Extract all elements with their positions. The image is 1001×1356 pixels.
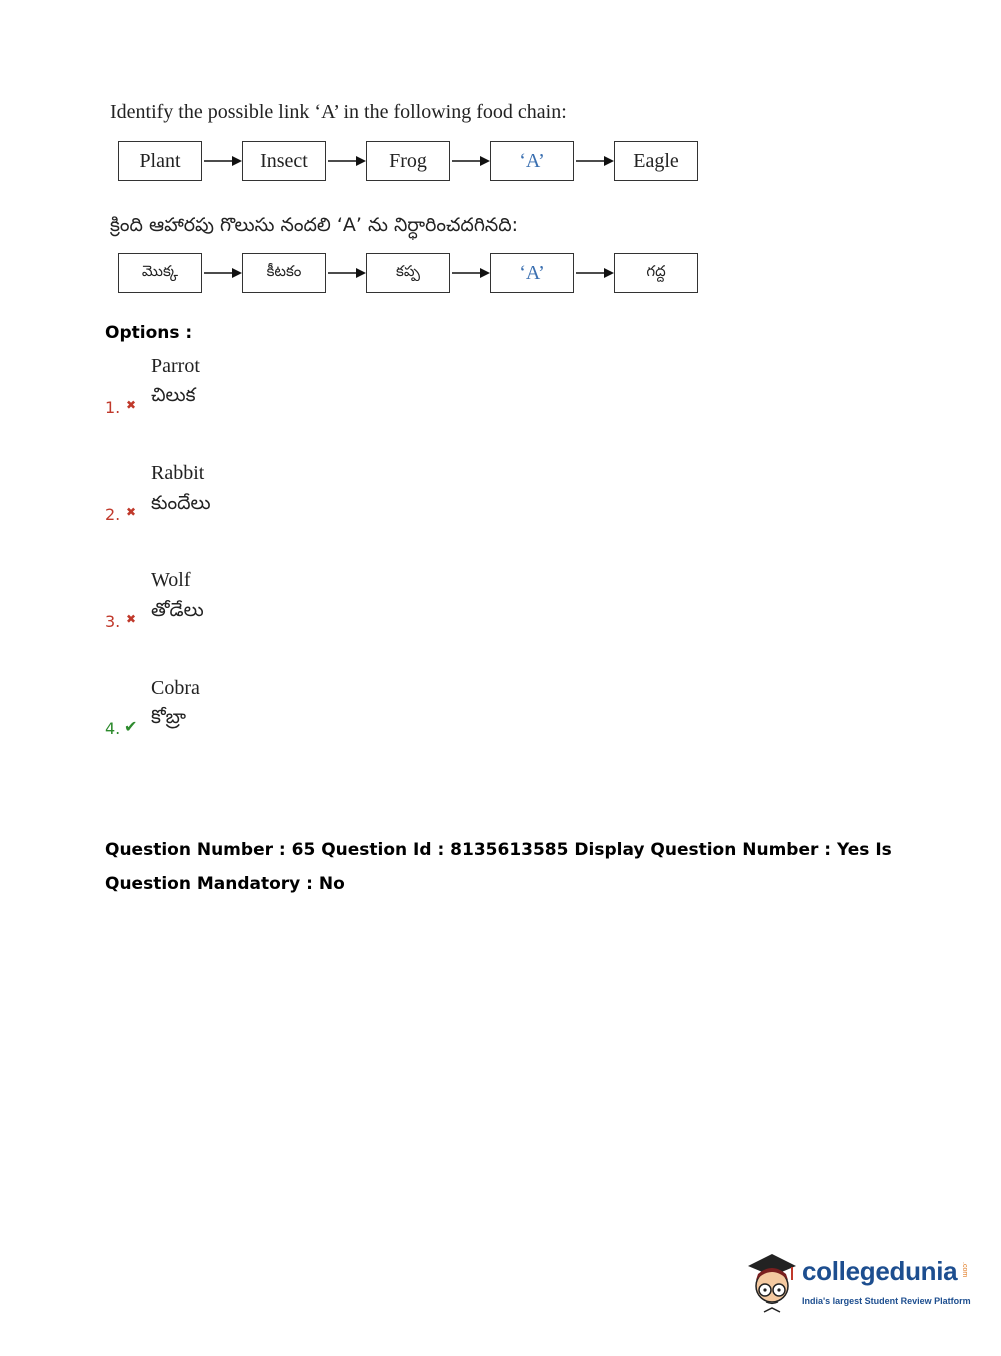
chain-box-frog-te: కప్ప: [366, 253, 450, 293]
collegedunia-logo: [742, 1250, 972, 1320]
brand-suffix: .com: [961, 1262, 968, 1278]
arrow-icon: [202, 141, 242, 181]
option-3-number: 3.: [105, 612, 121, 631]
option-3-telugu: తోడేలు: [151, 599, 204, 621]
arrow-icon: [450, 141, 490, 181]
option-1-number: 1.: [105, 398, 121, 417]
chain-box-plant: Plant: [118, 141, 202, 181]
option-2-number: 2.: [105, 505, 121, 524]
check-icon: ✔: [124, 717, 138, 736]
brand-name: collegedunia: [802, 1256, 958, 1286]
chain-box-a: ‘A’: [490, 141, 574, 181]
chain-box-eagle: Eagle: [614, 141, 698, 181]
cross-icon: ✖: [126, 505, 137, 519]
question-text-english: Identify the possible link ‘A’ in the following food chain:: [110, 101, 567, 123]
food-chain-english: [118, 141, 700, 185]
arrow-icon: [202, 253, 242, 293]
arrow-icon: [450, 253, 490, 293]
option-4-number: 4.: [105, 719, 121, 738]
option-3-english: Wolf: [151, 569, 191, 591]
options-heading: Options :: [105, 323, 193, 343]
option-2-english: Rabbit: [151, 462, 205, 484]
question-meta: Question Number : 65 Question Id : 8135613585 Display Question Number : Yes Is Question Mandatory : No: [105, 840, 892, 894]
mascot-icon: [742, 1250, 802, 1320]
option-4-english: Cobra: [151, 677, 200, 699]
chain-box-frog: Frog: [366, 141, 450, 181]
arrow-icon: [326, 253, 366, 293]
arrow-icon: [326, 141, 366, 181]
option-2-telugu: కుందేలు: [151, 492, 211, 514]
food-chain-telugu: [118, 253, 700, 297]
chain-box-insect: Insect: [242, 141, 326, 181]
arrow-icon: [574, 141, 614, 181]
cross-icon: ✖: [126, 398, 137, 412]
chain-box-insect-te: కీటకం: [242, 253, 326, 293]
option-4-telugu: కోబ్రా: [151, 706, 187, 728]
chain-box-a-te: ‘A’: [490, 253, 574, 293]
chain-box-eagle-te: గద్ద: [614, 253, 698, 293]
question-text-telugu: క్రింది ఆహారపు గొలుసు నందలి ‘A’ ను నిర్ధారించదగినది:: [110, 214, 519, 236]
cross-icon: ✖: [126, 612, 137, 626]
arrow-icon: [574, 253, 614, 293]
option-1-english: Parrot: [151, 355, 200, 377]
option-1-telugu: చిలుక: [151, 384, 196, 406]
brand-tagline: India's largest Student Review Platform: [802, 1296, 971, 1306]
chain-box-plant-te: మొక్క: [118, 253, 202, 293]
